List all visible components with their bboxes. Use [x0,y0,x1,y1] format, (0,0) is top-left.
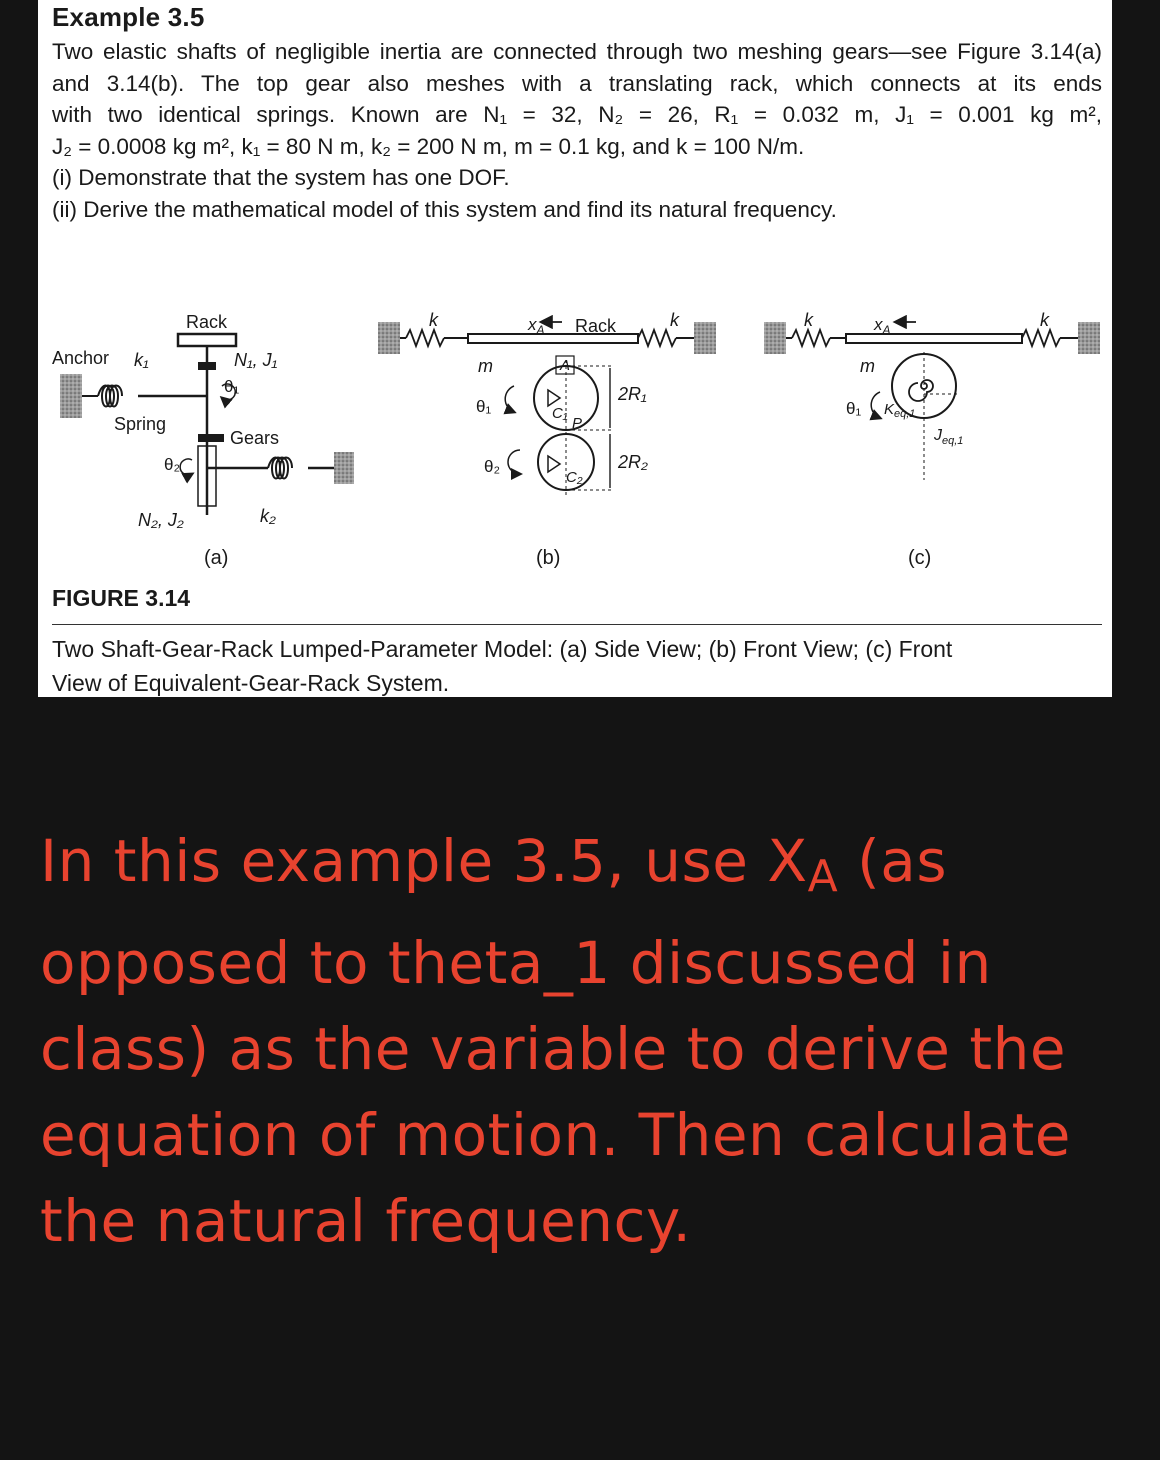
problem-item-i: (i) Demonstrate that the system has one DOF. [52,165,510,190]
example-title: Example 3.5 [52,2,205,32]
label-2r1: 2R₁ [618,384,647,404]
anchor-block-b-left [378,322,400,354]
spring-k-b-left [406,330,444,346]
gear-1-a [198,362,216,370]
label-p: P [572,415,583,432]
label-panel-b: (b) [536,547,561,569]
label-a-b: A [560,357,571,374]
label-k-b-right: k [670,310,679,330]
panel-a-side-view [52,312,354,569]
textbook-excerpt [38,0,1112,697]
question-prompt [40,818,1120,1264]
label-keq: $K_{eq,1}$ [884,401,916,420]
anchor-block-b-right [694,322,716,354]
label-k1-a: k₁ [134,350,149,370]
problem-line-2: and 3.14(b). The top gear also meshes with a translating rack, which connects at its ends [52,70,1102,96]
question-text-sub: A [807,851,839,902]
anchor-block-c-right [1078,322,1100,354]
spring-k2-coil [268,458,292,479]
label-rack-b: Rack [575,316,617,336]
rack-a [178,334,236,346]
label-2r2: 2R₂ [618,452,648,472]
figure-divider [52,624,1102,625]
label-xa-b: $x_A$ [528,315,545,337]
label-panel-c: (c) [908,547,932,569]
label-theta1-c: θ₁ [846,399,862,418]
problem-line-4: J₂ = 0.0008 kg m², k₁ = 80 N m, k₂ = 200 N m, m = 0.1 kg, and k = 100 N/m. [52,133,805,159]
label-theta1-a: θ₁ [224,377,240,396]
problem-line-1: Two elastic shafts of negligible inertia are connected through two meshing gears—see Figure 3.14(a) [52,39,1102,64]
anchor-block-c-left [764,322,786,354]
spring-k-b-right [638,330,676,346]
problem-item-ii: (ii) Derive the mathematical model of this system and find its natural frequency. [52,196,837,222]
gear-pair-a [198,434,224,442]
anchor-block-a [60,374,82,418]
question-text-post: (as opposed to theta_1 discussed in class) as the variable to derive the equation of motion. Then calculate the natural frequency. [40,827,1071,1255]
label-anchor: Anchor [52,348,110,368]
label-m-c: m [860,356,875,376]
label-c1: C₁ [552,405,568,422]
label-k-c-right: k [1040,310,1049,330]
spring-k-c-right [1022,330,1060,346]
problem-line-3: with two identical springs. Known are N₁ = 32, N₂ = 26, R₁ = 0.032 m, J₁ = 0.001 kg m², [52,102,1102,127]
example-problem-statement [52,36,1102,225]
figure-3-14-diagram [38,300,1112,580]
figure-caption [52,632,1102,700]
label-gears: Gears [230,428,280,448]
label-theta1-b: θ₁ [476,397,492,416]
figure-caption-line-2: View of Equivalent-Gear-Rack System. [52,670,450,696]
rack-c [846,334,1022,343]
question-text-pre: In this example 3.5, use X [40,827,808,895]
label-rack-a: Rack [186,312,228,332]
label-spring: Spring [114,414,167,434]
panel-b-front-view [378,310,716,569]
torsion-spring-icon [909,380,933,401]
label-k2-a: k₂ [260,506,276,526]
label-k-b-left: k [429,310,438,330]
anchor-block-k2 [334,452,354,484]
label-m-b: m [478,356,493,376]
panel-c-equivalent-view [764,310,1100,569]
spring-k-c-left [792,330,830,346]
label-panel-a: (a) [204,547,229,569]
figure-title: FIGURE 3.14 [52,585,191,611]
label-theta2-a: θ₂ [164,455,181,474]
spring-k1-coil [98,386,122,407]
label-n2-j2: N₂, J₂ [138,510,184,530]
label-c2: C₂ [566,469,583,486]
label-n1-j1: N₁, J₁ [234,350,278,370]
label-jeq: $J_{eq,1}$ [934,427,964,447]
figure-caption-line-1: Two Shaft-Gear-Rack Lumped-Parameter Model: (a) Side View; (b) Front View; (c) Front [52,636,953,662]
label-xa-c: $x_A$ [874,315,891,337]
label-theta2-b: θ₂ [484,457,501,476]
label-k-c-left: k [804,310,813,330]
